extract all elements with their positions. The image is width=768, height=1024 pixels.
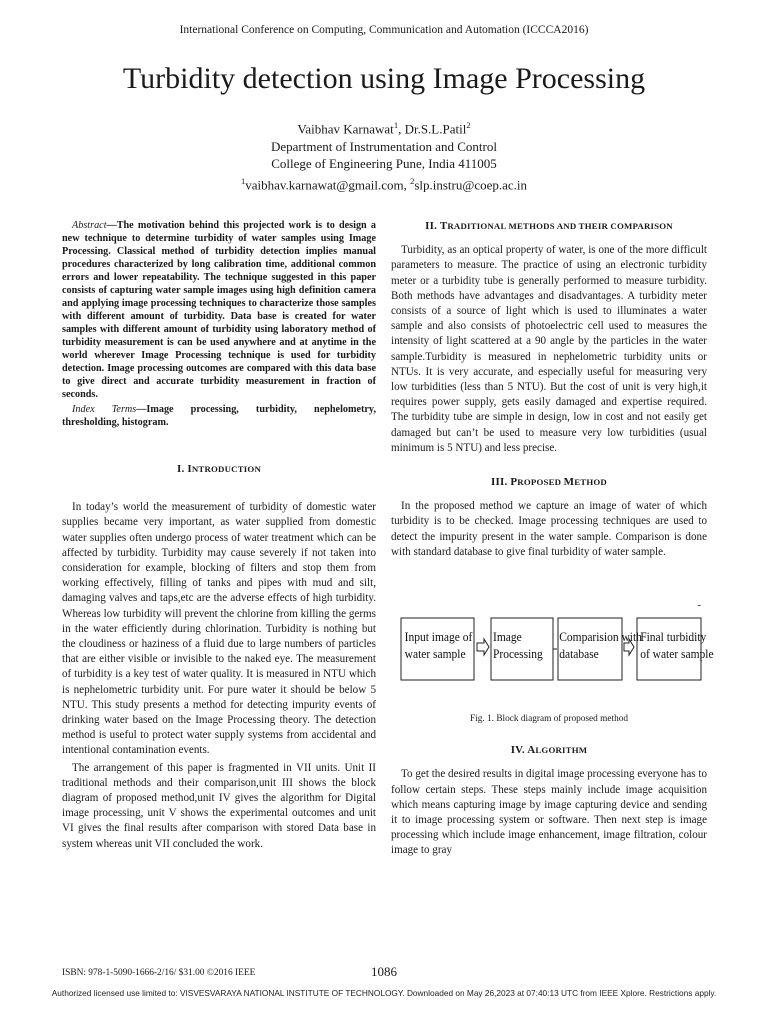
conference-header: International Conference on Computing, Communication and Automation (ICCCA2016) xyxy=(179,24,589,36)
section-initial: T xyxy=(439,220,448,232)
traditional-paragraph: Turbidity, as an optical property of water, is one of the more difficult parameters to measure. The practice of using an electronic turbidity meter or a turbidity tube is generally performed to measure turbidity. Both methods have advantages and disadvantages. A turbidity meter consists of a source of light which is used to illuminates a water sample and also consists of photoelectric cell used to measures the intensity of light scattered at a 90 angle by the particles in the water sample.Turbidity is measured in nephelometric turbidity units or NTUs. It is very accurate, and especially useful for measuring very low turbidities (less than 5 NTU). But the cost of unit is very high,it requires power supply, gets easily damaged and expertise required. The turbidity tube are simple in design, low in cost and not easily get damaged but can’t be used to measure very low turbidities (usual minimum is 5 NTU) and less precise. xyxy=(391,244,707,454)
block-1-line-1: Input image of xyxy=(404,629,473,645)
algorithm-paragraph: To get the desired results in digital image processing everyone has to follow certain steps. These steps mainly include image acquisition which means capturing image by image capturing device and sending it to image processing system or software. Then next step is image processing which include image enhancement, image filtration, colour image to gray xyxy=(391,768,707,857)
author-block xyxy=(0,117,768,194)
index-terms-label: Index Terms xyxy=(72,404,137,415)
block-4-line-2: of water sample xyxy=(640,646,714,662)
email-2: slp.instru@coep.ac.in xyxy=(414,177,528,193)
email-2-sup: 2 xyxy=(410,175,415,186)
block-1-line-2: water sample xyxy=(404,646,466,662)
block-3-line-2: database xyxy=(559,646,599,662)
author-college: College of Engineering Pune, India 411005 xyxy=(271,156,497,172)
block-diagram xyxy=(391,596,714,680)
figure-marker: - xyxy=(697,600,701,612)
block-2-line-2: Processing xyxy=(493,646,543,662)
section-number: III. xyxy=(491,476,511,489)
author-department: Department of Instrumentation and Control xyxy=(270,138,497,154)
section-rest-2: ETHOD xyxy=(574,477,607,488)
author-1-sup: 1 xyxy=(393,120,399,130)
intro-paragraph-2: The arrangement of this paper is fragmented in VII units. Unit II traditional methods and their comparison,unit III shows the block diagram of proposed method,unit IV gives the algorithm for Digital image processing, unit V shows the experimental outcomes and unit VI gives the final results after comparison with stored Data base in system whereas unit VII concluded the work. xyxy=(62,761,376,850)
intro-paragraph-1: In today’s world the measurement of turbidity of domestic water supplies became very important, as water supplied from domestic water supplies often undergo process of water treatment which can be affected by turbidity. Turbidity may cause severely if not taken into consideration for example, blocking of filters and stop them from working effectively, filling of tanks and pipes with mud and silt, damaging valves and taps,etc are the adverse effects of high turbidity. Whereas low turbidity will prevent the chlorine from killing the germs in the water efficiently during chlorination. Turbidity is nothing but the cloudiness or haziness of a fluid due to large numbers of particles that are either visible or invisible to the naked eye. The measurement of turbidity is a key test of water quality. It is measured in NTU which is nephelometric turbidity unit. For pure water it should be below 5 NTU. This study presents a method for detecting impurity events of drinking water based on the Image Processing theory. The detection method is useful to protect water supply systems from accidental and intentional contamination events. xyxy=(62,501,376,757)
section-initial: A xyxy=(527,744,536,757)
abstract-label: Abstract xyxy=(72,220,107,231)
author-1-name: Vaibhav Karnawat xyxy=(297,121,394,137)
section-number: II. xyxy=(425,220,440,232)
section-heading-introduction xyxy=(62,462,376,477)
section-initial: P xyxy=(510,476,518,489)
block-3-line-1: Comparision with xyxy=(559,629,642,645)
proposed-paragraph: In the proposed method we capture an image of water of which turbidity is to be checked. Image processing techniques are used to detect the impurity present in the water sample. Comparison is done with standard database to give final turbidity of water sample. xyxy=(391,500,707,558)
block-2-line-1: Image xyxy=(493,629,522,645)
block-diagram-svg xyxy=(401,596,714,680)
arrow-1 xyxy=(477,639,489,655)
author-sep: , xyxy=(398,121,405,137)
author-2-name: Dr.S.L.Patil xyxy=(404,121,467,137)
author-names xyxy=(0,117,768,138)
section-rest: ROPOSED xyxy=(517,477,564,488)
email-1: vaibhav.karnawat@gmail.com, xyxy=(245,177,411,193)
section-initial-2: M xyxy=(563,476,575,489)
section-rest: NTRODUCTION xyxy=(191,464,262,474)
section-rest: LGORITHM xyxy=(535,745,588,756)
left-column xyxy=(62,219,376,852)
section-initial: I xyxy=(187,463,192,475)
paper-title: Turbidity detection using Image Processing xyxy=(122,62,646,95)
abstract-text: —The motivation behind this projected work is to design a new technique to determine turbidity of water samples using Image Processing. Classical method of turbidity detection implies manual procedures characterized by long calibration time, additional common errors and lower repeatability. The technique suggested in this paper consists of capturing water sample images using high definition camera and applying image processing techniques to characterize those samples with different amount of turbidity. Data base is created for water samples with different amount of turbidity using laboratory method of turbidity measurement is can be used anywhere and at anytime in the world wherever Image Processing technique is used for turbidity detection. Image processing outcomes are compared with this data base to give direct and accurate turbidity measurement in fraction of seconds. xyxy=(62,220,376,400)
author-emails xyxy=(0,173,768,194)
abstract xyxy=(62,219,376,401)
section-heading-proposed xyxy=(391,475,707,490)
email-1-sup: 1 xyxy=(240,175,246,186)
page-number: 1086 xyxy=(371,964,397,979)
section-number: IV. xyxy=(510,744,528,757)
license-notice: Authorized licensed use limited to: VISVESVARAYA NATIONAL INSTITUTE OF TECHNOLOGY. Downloaded on May 26,2023 at 07:40:13 UTC from IEEE Xplore. Restrictions apply. xyxy=(51,988,717,998)
footer-isbn: ISBN: 978-1-5090-1666-2/16/ $31.00 ©2016 IEEE xyxy=(62,968,256,978)
index-terms-text: —Image processing, turbidity, nephelometry, thresholding, histogram. xyxy=(62,404,376,428)
index-terms xyxy=(62,403,376,429)
right-column xyxy=(391,219,714,859)
section-rest: RADITIONAL METHODS AND THEIR COMPARISON xyxy=(447,221,673,231)
block-4-line-1: Final turbidity xyxy=(640,629,707,645)
figure-caption: Fig. 1. Block diagram of proposed method xyxy=(469,714,629,725)
section-heading-traditional xyxy=(391,219,707,234)
author-2-sup: 2 xyxy=(466,120,471,130)
section-heading-algorithm xyxy=(391,743,707,758)
section-number: I. xyxy=(176,463,188,475)
page-footer xyxy=(0,962,768,982)
